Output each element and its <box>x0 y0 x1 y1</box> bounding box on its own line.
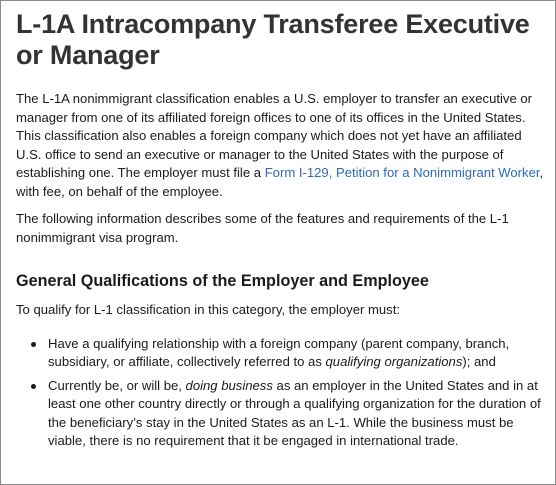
list-item <box>16 377 546 451</box>
list-item-emphasis: doing business <box>185 377 273 393</box>
list-item <box>16 335 546 372</box>
bullet-icon <box>31 384 36 389</box>
section-heading: General Qualifications of the Employer and Employee <box>16 272 429 290</box>
list-item-emphasis: qualifying organizations <box>325 354 463 369</box>
intro-text-end: , with fee, on behalf of the employee. <box>16 165 544 199</box>
form-i129-link[interactable]: Form I-129, Petition for a Nonimmigrant Worker <box>264 165 540 180</box>
qualifications-list <box>16 335 546 451</box>
page-title: L-1A Intracompany Transferee Executive or Manager <box>16 9 530 70</box>
qualify-paragraph: To qualify for L-1 classification in this category, the employer must: <box>16 302 401 317</box>
intro-paragraph <box>16 90 546 201</box>
list-item-text: Currently be, or will be, <box>48 377 186 393</box>
bullet-icon <box>31 342 36 347</box>
intro-text: The L-1A nonimmigrant classification enables a U.S. employer to transfer an executive or manager from one of its affiliated foreign offices to one of its offices in the United States. This classification also enables a foreign company which does not yet have an affiliated U.S. office to send an executive or manager to the United States with the purpose of establishing one. The employer must file a <box>16 91 533 180</box>
list-item-text-end: as an employer in the United States and in at least one other country directly or through a qualifying organization for the duration of the beneficiary’s stay in the United States as an L-1. While the business must be viable, there is no requirement that it be engaged in international trade. <box>48 377 541 448</box>
page-content <box>16 9 546 451</box>
info-paragraph: The following information describes some of the features and requirements of the L-1 nonimmigrant visa program. <box>16 211 509 245</box>
list-item-text: Have a qualifying relationship with a foreign company (parent company, branch, subsidiary, or affiliate, collectively referred to as <box>48 335 510 369</box>
list-item-text-end: ); and <box>462 354 496 369</box>
